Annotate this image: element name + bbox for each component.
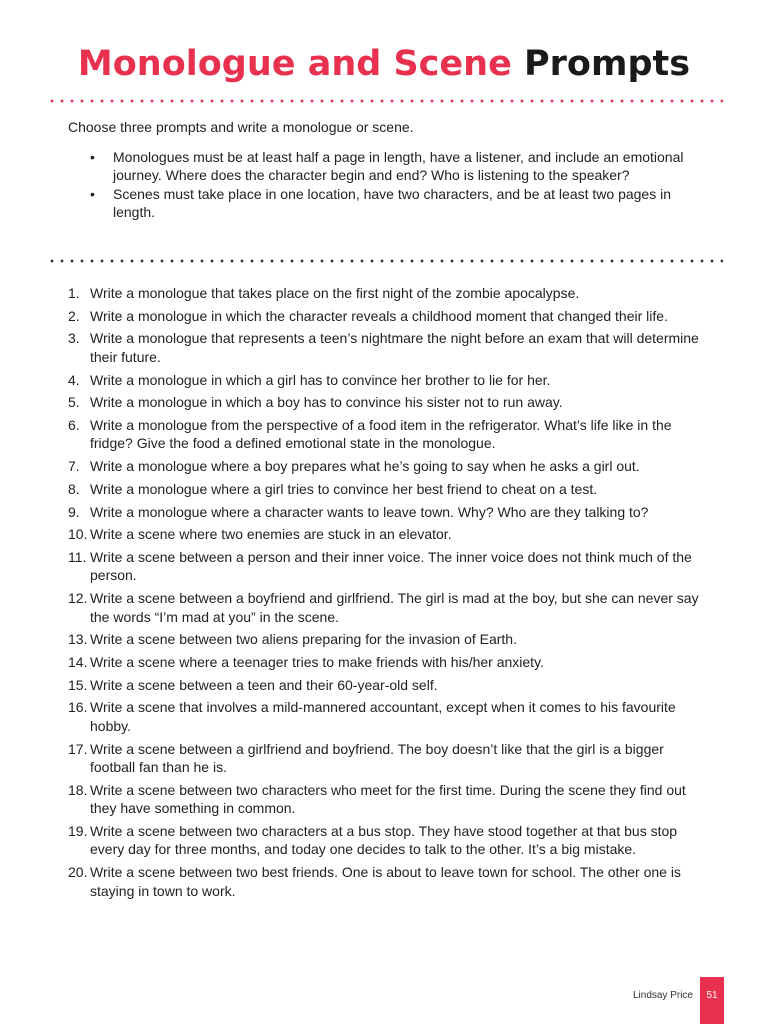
prompt-text: Write a scene between a teen and their 60-year-old self. bbox=[90, 676, 438, 693]
prompt-text: Write a monologue in which a girl has to convince her brother to lie for her. bbox=[90, 371, 551, 388]
prompt-text: Write a scene between two characters who meet for the first time. During the scene they find out they have something in common. bbox=[90, 781, 686, 817]
prompt-number: 8. bbox=[68, 480, 80, 497]
prompt-number: 18. bbox=[68, 781, 88, 798]
footer-author: Lindsay Price bbox=[632, 990, 693, 1001]
prompt-text: Write a monologue in which the character reveals a childhood moment that changed their life. bbox=[90, 307, 668, 324]
prompt-item bbox=[68, 698, 708, 735]
prompt-text: Write a scene between a boyfriend and girlfriend. The girl is mad at the boy, but she can never say the words “I’m mad at you” in the scene. bbox=[90, 590, 699, 625]
prompt-item bbox=[68, 393, 708, 412]
prompt-number: 5. bbox=[68, 394, 80, 411]
requirement-text: Monologues must be at least half a page in length, have a listener, and include an emotional journey. Where does the character begin and end? Who is listening to the speaker? bbox=[113, 149, 684, 183]
prompt-text: Write a scene between two best friends. One is about to leave town for school. The other one is staying in town to work. bbox=[90, 864, 681, 899]
prompt-number: 20. bbox=[68, 864, 88, 881]
prompt-item bbox=[68, 863, 708, 900]
prompt-item bbox=[68, 457, 708, 476]
prompt-number: 7. bbox=[68, 458, 80, 475]
prompt-number: 15. bbox=[68, 676, 88, 693]
prompt-list bbox=[68, 284, 708, 904]
prompt-item bbox=[68, 480, 708, 499]
page-title bbox=[0, 40, 768, 88]
prompt-text: Write a scene where a teenager tries to make friends with his/her anxiety. bbox=[90, 653, 544, 670]
prompt-item bbox=[68, 676, 708, 695]
prompt-number: 14. bbox=[68, 653, 88, 670]
prompt-number: 9. bbox=[68, 503, 80, 520]
page-number: 51 bbox=[706, 990, 718, 1001]
prompt-item bbox=[68, 822, 708, 859]
bullet-icon: • bbox=[90, 149, 95, 165]
prompt-number: 10. bbox=[68, 526, 88, 543]
requirements-list bbox=[68, 148, 708, 222]
prompt-number: 11. bbox=[68, 548, 87, 565]
prompt-number: 12. bbox=[68, 590, 88, 607]
bullet-icon: • bbox=[90, 186, 95, 202]
requirement-item bbox=[68, 148, 708, 184]
prompt-number: 3. bbox=[68, 330, 80, 347]
prompt-item bbox=[68, 630, 708, 649]
page-title-rest: Prompts bbox=[524, 44, 691, 84]
prompt-text: Write a scene between two aliens preparing for the invasion of Earth. bbox=[90, 631, 517, 648]
prompt-number: 17. bbox=[68, 740, 88, 757]
prompt-text: Write a scene between a person and their inner voice. The inner voice does not think much of the person. bbox=[90, 548, 692, 584]
prompt-number: 2. bbox=[68, 307, 80, 324]
prompt-text: Write a monologue that takes place on the first night of the zombie apocalypse. bbox=[90, 285, 580, 301]
prompt-item bbox=[68, 781, 708, 818]
prompt-text: Write a scene that involves a mild-mannered accountant, except when it comes to his favourite hobby. bbox=[90, 699, 676, 734]
prompt-item bbox=[68, 503, 708, 522]
intro-text: Choose three prompts and write a monologue or scene. bbox=[68, 119, 414, 135]
requirement-text: Scenes must take place in one location, have two characters, and be at least two pages in length. bbox=[113, 186, 671, 220]
prompt-item bbox=[68, 740, 708, 777]
prompt-item bbox=[68, 284, 708, 303]
prompt-text: Write a monologue in which a boy has to convince his sister not to run away. bbox=[90, 394, 563, 411]
prompt-text: Write a monologue from the perspective of a food item in the refrigerator. What’s life like in the fridge? Give the food a defined emotional state in the monologue. bbox=[90, 416, 672, 452]
prompt-item bbox=[68, 589, 708, 626]
dotted-divider-top bbox=[47, 99, 723, 103]
prompt-item bbox=[68, 329, 708, 366]
prompt-text: Write a monologue where a boy prepares what he’s going to say when he asks a girl out. bbox=[90, 458, 640, 475]
prompt-number: 16. bbox=[68, 699, 88, 716]
page-title-accent: Monologue and Scene bbox=[77, 44, 512, 84]
prompt-item bbox=[68, 307, 708, 326]
prompt-item bbox=[68, 548, 708, 585]
prompt-number: 13. bbox=[68, 631, 88, 648]
prompt-text: Write a monologue that represents a teen’s nightmare the night before an exam that will determine their future. bbox=[90, 330, 699, 365]
prompt-item bbox=[68, 416, 708, 453]
prompt-text: Write a scene between two characters at a bus stop. They have stood together at that bus stop every day for three months, and today one decides to talk to the other. It’s a big mistake. bbox=[90, 822, 678, 858]
prompt-text: Write a monologue where a girl tries to convince her best friend to cheat on a test. bbox=[90, 480, 598, 497]
prompt-text: Write a monologue where a character wants to leave town. Why? Who are they talking to? bbox=[90, 503, 649, 520]
prompt-number: 1. bbox=[68, 285, 80, 301]
prompt-number: 19. bbox=[68, 822, 88, 839]
prompt-number: 4. bbox=[68, 371, 80, 388]
prompt-item bbox=[68, 525, 708, 544]
prompt-number: 6. bbox=[68, 416, 80, 433]
requirement-item bbox=[68, 185, 708, 221]
prompt-text: Write a scene where two enemies are stuck in an elevator. bbox=[90, 526, 452, 543]
dotted-divider-middle bbox=[47, 259, 723, 263]
prompt-item bbox=[68, 371, 708, 390]
prompt-item bbox=[68, 653, 708, 672]
prompt-text: Write a scene between a girlfriend and boyfriend. The boy doesn’t like that the girl is a bigger football fan than he is. bbox=[90, 740, 664, 775]
